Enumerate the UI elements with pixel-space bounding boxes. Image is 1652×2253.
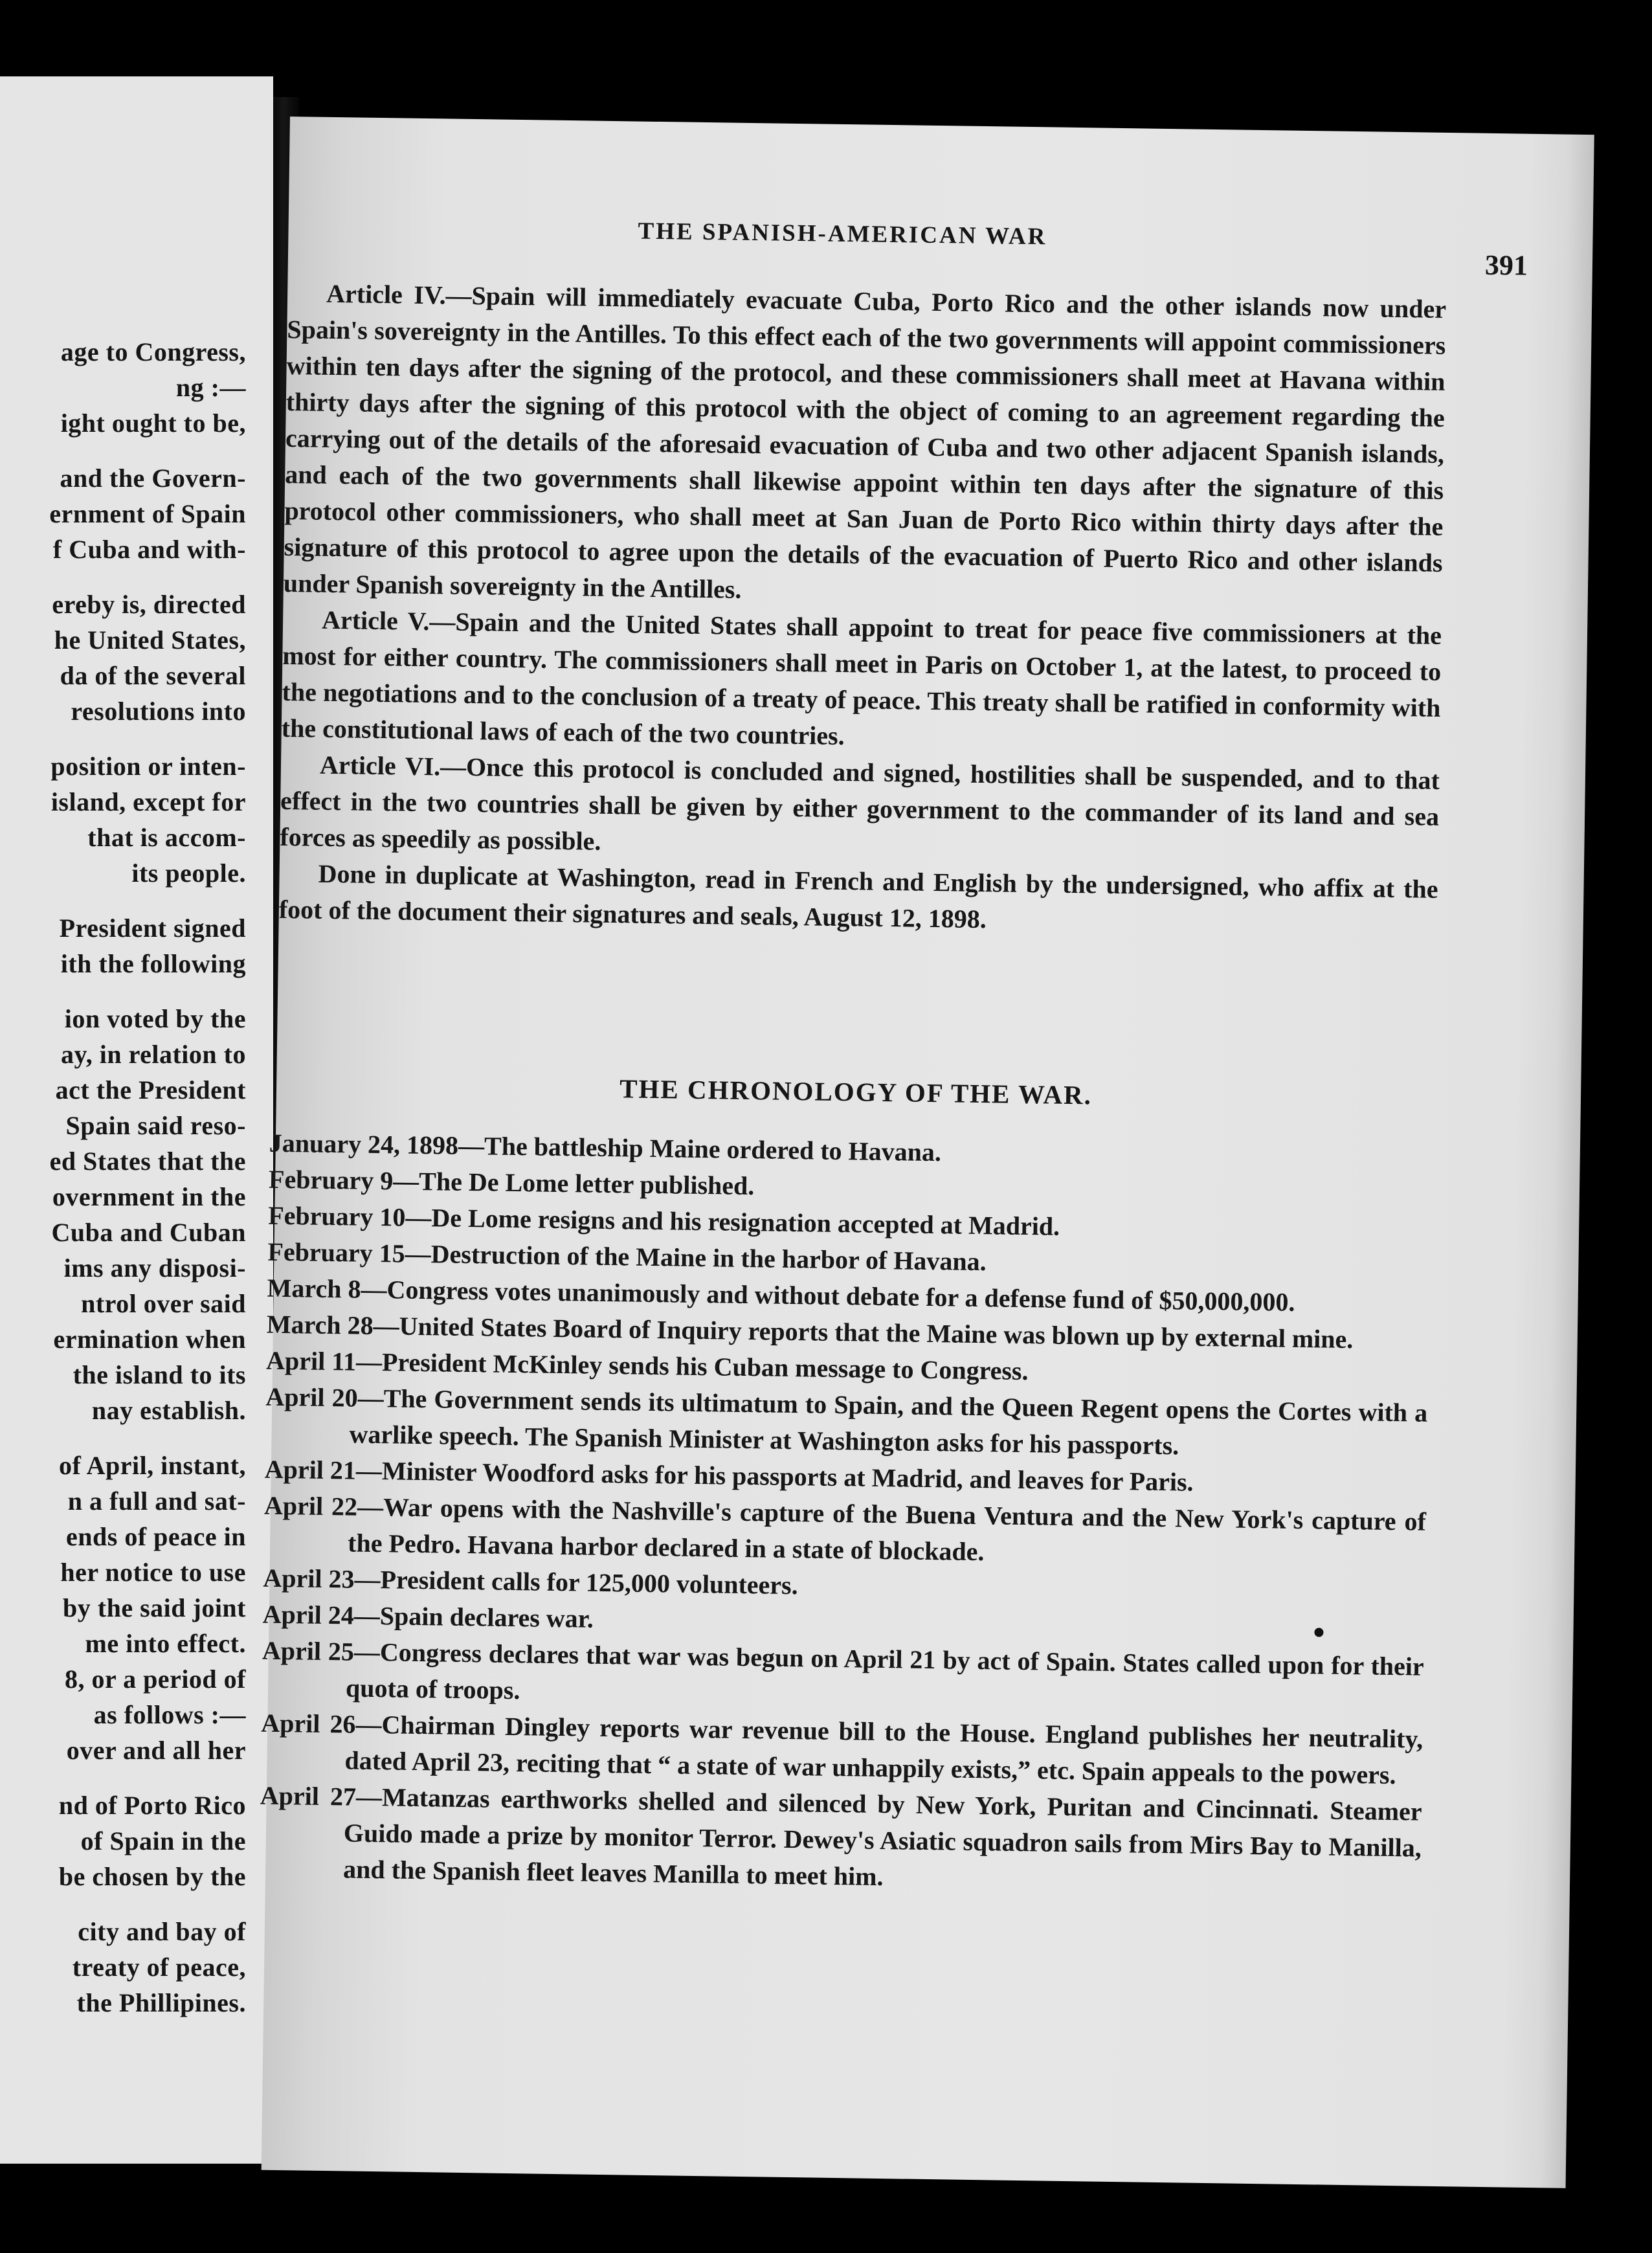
chronology-separator: —: [355, 1709, 382, 1740]
chronology-text: Chairman Dingley reports war revenue bill to the House. England publishes her neutrality, dated April 23, reciting that “ a state of war unhappily exists,” etc. Spain appeals to the powers.: [344, 1710, 1423, 1790]
chronology-date: April 27: [260, 1780, 357, 1811]
left-page-line: n a full and sat-: [67, 1486, 246, 1516]
left-page-line: he United States,: [54, 625, 246, 655]
left-page-line: ng :—: [175, 373, 246, 402]
left-page-line: island, except for: [50, 787, 246, 816]
left-page-line: da of the several: [60, 661, 246, 690]
chronology-date: April 11: [265, 1345, 357, 1376]
chronology-date: April 23: [263, 1563, 355, 1594]
chronology-text: Destruction of the Maine in the harbor of Havana.: [430, 1239, 987, 1277]
left-page-line: f Cuba and with-: [52, 535, 246, 564]
chronology-text: Spain declares war.: [379, 1601, 594, 1633]
left-page-line: its people.: [131, 858, 246, 888]
article-v-paragraph: Article V.—Spain and the United States shall appoint to treat for peace five commissioners at the most for either country. The commissioners shall meet in Paris on October 1, at the latest, to proceed to the negotiations and to the conclusion of a treaty of peace. This treaty shall be ratified in conformity with the constitutional laws of each of the two countries.: [281, 605, 1442, 751]
left-page-line: ay, in relation to: [60, 1040, 246, 1069]
chronology-separator: —: [458, 1130, 485, 1161]
chronology-separator: —: [405, 1202, 432, 1233]
chronology-date: February 10: [267, 1200, 406, 1232]
left-page-line: ends of peace in: [66, 1522, 246, 1551]
left-page-line: Spain said reso-: [65, 1111, 246, 1140]
chronology-date: March 28: [266, 1309, 374, 1340]
chronology-separator: —: [373, 1310, 400, 1341]
left-page-line: ntrol over said: [81, 1289, 246, 1318]
left-page-line: ion voted by the: [64, 1004, 246, 1033]
chronology-date: April 21: [264, 1454, 357, 1485]
chronology-date: April 22: [263, 1490, 358, 1521]
chronology-separator: —: [353, 1600, 381, 1631]
chronology-separator: —: [361, 1274, 387, 1305]
chronology-text: The Government sends its ultimatum to Spain, and the Queen Regent opens the Cortes with a warlike speech. The Spanish Minister at Washington asks for his passports.: [349, 1384, 1428, 1461]
left-page-line: act the President: [55, 1075, 246, 1104]
running-head: THE SPANISH-AMERICAN WAR: [638, 218, 1047, 251]
left-page-line: of April, instant,: [58, 1451, 246, 1480]
chronology-date: March 8: [267, 1273, 361, 1304]
chronology-date: January 24, 1898: [269, 1128, 459, 1160]
article-vi-paragraph: Article VI.—Once this protocol is concluded and signed, hostilities shall be suspended, and to that effect in the two countries shall be given by either government to the commander of its land and sea forces as speedily as possible.: [280, 750, 1440, 856]
left-page-line: ereby is, directed: [52, 590, 246, 619]
chronology-text: The battleship Maine ordered to Havana.: [484, 1131, 942, 1167]
chronology-text: United States Board of Inquiry reports that the Maine was blown up by external mine.: [399, 1311, 1354, 1354]
left-page-line: over and all her: [66, 1736, 246, 1765]
left-page-line: by the said joint: [63, 1593, 246, 1622]
left-page-line: ed States that the: [49, 1147, 246, 1176]
left-page-line: treaty of peace,: [72, 1953, 246, 1982]
previous-page-fragment: [0, 76, 273, 2164]
chronology-date: April 24: [262, 1599, 355, 1630]
left-page-line: ermination when: [53, 1325, 246, 1354]
chronology-separator: —: [355, 1347, 383, 1377]
chronology-date: April 20: [265, 1382, 358, 1413]
chronology-separator: —: [357, 1383, 384, 1413]
left-page-line: President signed: [59, 914, 246, 943]
signing-paragraph: Done in duplicate at Washington, read in French and English by the undersigned, who affix at the foot of the document their signatures and seals, August 12, 1898.: [278, 858, 1438, 934]
chronology-date: April 26: [261, 1708, 356, 1739]
chronology-text: President calls for 125,000 volunteers.: [380, 1565, 798, 1600]
chronology-text: Congress votes unanimously and without debate for a defense fund of $50,000,000.: [386, 1275, 1295, 1317]
chronology-separator: —: [355, 1455, 383, 1486]
chronology-separator: —: [355, 1782, 383, 1812]
left-page-line: her notice to use: [60, 1558, 246, 1587]
left-page-line: overnment in the: [52, 1182, 246, 1211]
left-page-line: as follows :—: [93, 1700, 246, 1729]
current-page: [262, 117, 1594, 2188]
left-page-line: age to Congress,: [60, 337, 246, 366]
left-page-line: ight ought to be,: [60, 409, 246, 438]
chronology-date: February 9: [268, 1164, 394, 1196]
left-page-line: city and bay of: [78, 1917, 246, 1946]
chronology-text: The De Lome letter published.: [418, 1166, 755, 1201]
left-page-line: be chosen by the: [58, 1862, 246, 1891]
page-number: 391: [1484, 249, 1528, 282]
left-page-line: the island to its: [73, 1360, 246, 1389]
chronology-separator: —: [405, 1239, 431, 1269]
chronology-entry: [259, 1778, 1422, 1903]
ink-speck: [1314, 1628, 1323, 1637]
protocol-articles: [279, 275, 1447, 944]
left-page-line: the Phillipines.: [76, 1988, 246, 2017]
left-page-line: 8, or a period of: [65, 1665, 246, 1694]
chronology-list: [259, 1125, 1431, 1903]
left-page-line: position or inten-: [50, 752, 246, 781]
chronology-text: Minister Woodford asks for his passports at Madrid, and leaves for Paris.: [381, 1456, 1194, 1497]
left-page-line: resolutions into: [71, 697, 246, 726]
article-iv-paragraph: Article IV.—Spain will immediately evacuate Cuba, Porto Rico and the other islands now under Spain's sovereignty in the Antilles. To this effect each of the two governments will appoint commissioners within ten days after the signing of the protocol, and these commissioners shall meet at Havana within thirty days after the signing of this protocol with the object of coming to an agreement regarding the carrying out of the details of the aforesaid evacuation of Cuba and two other adjacent Spanish islands, and each of the two governments shall likewise appoint within ten days after the signature of this protocol other commissioners, who shall meet at San Juan de Porto Rico within thirty days after the signature of this protocol to agree upon the details of the evacuation of Puerto Rico and other islands under Spanish sovereignty in the Antilles.: [283, 278, 1447, 604]
chronology-heading: THE CHRONOLOGY OF THE WAR.: [619, 1073, 1093, 1110]
left-page-line: Cuba and Cuban: [51, 1218, 246, 1247]
chronology-separator: —: [353, 1637, 381, 1667]
chronology-separator: —: [357, 1492, 384, 1522]
page-edge-shadow: [1540, 135, 1594, 2188]
chronology-text: Matanzas earthworks shelled and silenced by New York, Puritan and Cincinnati. Steamer Guido made a prize by monitor Terror. Dewey's Asiatic squadron sails from Mirs Bay to Manilla, and the Spanish fleet leaves Manilla to meet him.: [342, 1782, 1422, 1892]
chronology-date: February 15: [267, 1237, 405, 1268]
chronology-separator: —: [354, 1564, 381, 1595]
chronology-text: War opens with the Nashville's capture of the Buena Ventura and the New York's capture of the Pedro. Havana harbor declared in a state of blockade.: [347, 1492, 1427, 1567]
left-page-line: ith the following: [60, 949, 246, 978]
left-page-line: of Spain in the: [80, 1826, 246, 1855]
chronology-date: April 25: [262, 1635, 355, 1666]
chronology-text: De Lome resigns and his resignation accepted at Madrid.: [431, 1203, 1060, 1241]
chronology-text: President McKinley sends his Cuban message to Congress.: [381, 1347, 1029, 1386]
left-page-line: nd of Porto Rico: [58, 1791, 246, 1820]
left-page-line: ims any disposi-: [63, 1253, 246, 1283]
left-page-line: ernment of Spain: [49, 499, 246, 528]
left-page-line: and the Govern-: [60, 464, 246, 493]
left-page-line: me into effect.: [85, 1629, 246, 1658]
left-page-line: that is accom-: [87, 823, 246, 852]
chronology-separator: —: [392, 1166, 419, 1196]
chronology-text: Congress declares that war was begun on April 21 by act of Spain. States called upon for their quota of troops.: [345, 1637, 1425, 1705]
left-page-line: nay establish.: [91, 1396, 246, 1425]
